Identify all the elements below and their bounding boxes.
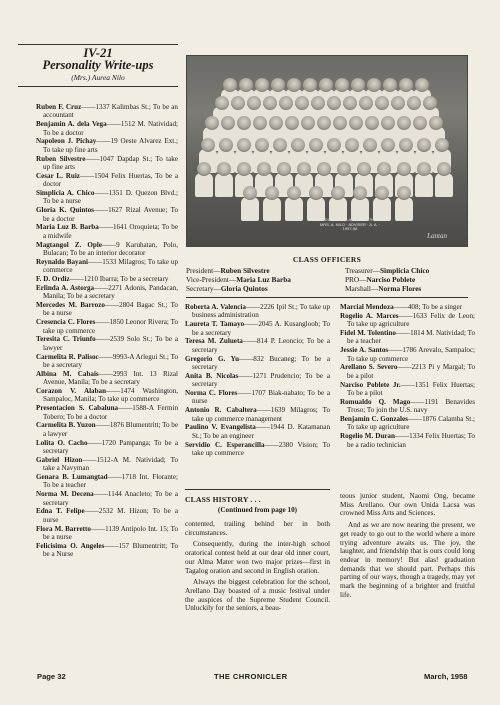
student-figure-head — [277, 162, 291, 176]
student-figure-head — [423, 96, 437, 110]
student-details: ——1633 Felix de Leon; To take up agriculture — [347, 311, 475, 329]
student-name: Edna T. Felipe — [36, 507, 85, 516]
student-figure-head — [383, 78, 397, 92]
student-figure-head — [197, 162, 211, 176]
student-entry — [36, 155, 178, 172]
student-entry — [36, 507, 178, 524]
student-name: Mercedes M. Barrozo — [36, 301, 105, 310]
officer-name: Maria Luz Barba — [236, 275, 291, 284]
student-figure-head — [397, 116, 411, 130]
history-text-right — [340, 492, 475, 602]
student-name: Romualdo Q. Mago — [340, 397, 411, 406]
page-number: Page 32 — [37, 672, 66, 681]
student-figure-head — [217, 162, 231, 176]
student-name: Erlinda A. Astorga — [36, 283, 95, 292]
student-figure-head — [413, 116, 427, 130]
student-details: ——2532 M. Hizon; To be a nurse — [43, 507, 178, 524]
student-details: ——1271 Prudencio; To be a secretary — [192, 371, 330, 389]
officer-name: Simplicia Chico — [380, 266, 430, 275]
student-figure-body — [241, 197, 259, 221]
officer-role: Treasurer— — [345, 266, 380, 275]
student-figure-head — [271, 78, 285, 92]
student-figure-body — [195, 173, 213, 197]
student-details: ——9993-A Arlegui St.; To be a secretary — [43, 352, 179, 370]
student-details: ——1814 M. Natividad; To be a teacher — [347, 329, 475, 346]
student-details: ——1351 Felix Huertas; To be a pilot — [347, 380, 475, 398]
student-figure-head — [221, 116, 235, 130]
student-figure-head — [377, 162, 391, 176]
student-figure-head — [397, 186, 411, 200]
officer-role: Marshall— — [345, 284, 379, 293]
student-figure-head — [287, 78, 301, 92]
student-figure-head — [357, 162, 371, 176]
student-details: ——1512-A M. Natividad; To take a Navyman — [43, 455, 178, 473]
student-figure-head — [237, 138, 251, 152]
student-entry — [36, 103, 178, 120]
student-details: ——408; To be a singer — [393, 303, 462, 311]
officer-line — [186, 275, 336, 284]
continued-note: (Continued from page 10) — [217, 506, 298, 514]
student-figure-head — [375, 96, 389, 110]
student-figure-head — [417, 138, 431, 152]
student-details: ——2271 Adonis, Pandacan, Manila; To be a secretary — [43, 283, 178, 301]
student-details: ——1351 D. Quezon Blvd.; To be a nurse — [43, 189, 178, 206]
student-details: ——1047 Dapdap St.; To take up fine arts — [43, 154, 178, 172]
student-name: Cresencia C. Flores — [36, 318, 96, 327]
student-figure-body — [395, 197, 413, 221]
student-name: Servidio C. Esperancilla — [185, 440, 265, 449]
officer-role: PRO— — [345, 275, 367, 284]
student-figure-head — [297, 162, 311, 176]
student-figure-head — [381, 116, 395, 130]
student-figure-head — [391, 96, 405, 110]
student-name: Fidel M. Tolentino — [340, 329, 396, 337]
student-entry — [36, 404, 178, 421]
student-entry — [36, 275, 178, 283]
student-entry — [340, 303, 475, 311]
student-figure-head — [327, 138, 341, 152]
class-photo-figures — [187, 74, 467, 224]
student-figure-head — [363, 138, 377, 152]
officer-name: Narciso Poblete — [366, 275, 416, 284]
student-details: ——2804 Bagac St.; To be a nurse — [43, 301, 178, 318]
student-name: Flora M. Barretto — [36, 524, 91, 533]
student-figure-head — [295, 96, 309, 110]
class-photo — [186, 55, 468, 247]
student-name: Albina M. Cabais — [36, 369, 99, 378]
student-details: ——2226 Ipil St.; To take up business administration — [192, 303, 330, 320]
publication-name: THE CHRONICLER — [214, 672, 288, 681]
student-figure-body — [435, 173, 453, 197]
student-figure-body — [285, 197, 303, 221]
header-rule-top — [18, 44, 178, 45]
adviser-name: (Mrs.) Aurea Nilo — [71, 73, 125, 82]
student-figure-head — [397, 162, 411, 176]
student-entry — [36, 439, 178, 456]
student-entry — [340, 432, 475, 449]
student-entry — [36, 258, 178, 275]
student-entry — [185, 406, 330, 423]
student-details: ——1639 Milagros; To take up commerce management — [192, 406, 330, 423]
student-figure-head — [309, 138, 323, 152]
student-name: Antonio R. Cabaltera — [185, 406, 257, 415]
student-details: ——1876 Calamba St.; To take up agriculture — [347, 415, 476, 432]
student-figure-head — [333, 116, 347, 130]
student-name: Corazon V. Alaban — [36, 387, 107, 396]
student-details: ——1139 Antipolo Int. 15; To be a nurse — [43, 524, 178, 542]
student-entry — [36, 335, 178, 352]
student-name: Carmelita R. Palisoc — [36, 352, 99, 361]
student-details: ——1786 Arevalo, Sampaloc; To take up commerce — [347, 346, 475, 363]
student-figure-head — [243, 186, 257, 200]
student-details: ——1191 Benavides Troso; To join the U.S. navy — [347, 397, 475, 415]
student-list-middle — [185, 303, 330, 458]
student-figure-head — [399, 138, 413, 152]
student-details: ——2380 Vision; To take up commerce — [192, 440, 330, 458]
student-figure-head — [265, 186, 279, 200]
student-entry — [185, 441, 330, 458]
student-entry — [36, 284, 178, 301]
student-details: ——2045 A. Kusangloob; To be a secretary — [192, 320, 331, 337]
student-details: ——814 P. Leoncio; To be a secretary — [192, 337, 330, 354]
student-figure-head — [263, 96, 277, 110]
student-entry — [36, 206, 178, 223]
student-figure-head — [201, 138, 215, 152]
student-figure-head — [285, 116, 299, 130]
student-entry — [36, 490, 178, 507]
page-title: Personality Write-ups — [42, 58, 154, 72]
student-name: Benjamin A. dela Vega — [36, 120, 107, 129]
student-figure-head — [353, 186, 367, 200]
student-details: ——1876 Blumentritt; To be a lawyer — [43, 421, 179, 438]
officer-line — [345, 275, 475, 284]
student-name: Teresita C. Triunfo — [36, 335, 96, 344]
student-name: Simplicia A. Chico — [36, 189, 95, 198]
student-figure-head — [365, 116, 379, 130]
student-details: ——1707 Biak-nabato; To be a nurse — [192, 389, 330, 406]
history-paragraph: Consequently, during the inter-high school oratorical contest held at our dear old inner court, our Alma Mater won two major prizes—first in Tagalog oration and second in English oration. — [185, 540, 330, 575]
officer-line — [186, 284, 336, 293]
student-name: Jessie A. Santos — [340, 346, 389, 355]
class-history-heading: CLASS HISTORY . . . — [185, 495, 261, 504]
student-figure-head — [291, 138, 305, 152]
student-figure-head — [381, 138, 395, 152]
student-figure-head — [279, 96, 293, 110]
student-figure-head — [257, 162, 271, 176]
student-entry — [185, 372, 330, 389]
student-entry — [36, 189, 178, 206]
student-name: Norma C. Flores — [185, 389, 238, 398]
student-figure-head — [311, 96, 325, 110]
student-entry — [185, 423, 330, 440]
student-entry — [36, 353, 178, 370]
student-name: Lolita O. Cacho — [36, 438, 88, 447]
student-name: Gloria K. Quintos — [36, 206, 94, 215]
student-name: Reynaldo Bayani — [36, 257, 89, 266]
student-name: Laureta T. Tamayo — [185, 320, 245, 329]
student-entry — [340, 346, 475, 363]
student-figure-head — [247, 96, 261, 110]
photo-caption: GRADUATING CLASS—SECTION 21 MRS. A. NILO · ADVISER · A. A. · 1957-58 — [316, 217, 384, 232]
student-details: ——9 Karuhatan, Polo, Bulacan; To be an interior decorator — [43, 240, 178, 258]
officer-name: Gloria Quintos — [220, 284, 268, 293]
student-details: ——1850 Leonor Rivera; To take up commerce — [43, 318, 178, 335]
officers-list-left — [186, 266, 336, 293]
student-figure-head — [349, 116, 363, 130]
student-entry — [340, 381, 475, 398]
officer-role: Vice-President— — [186, 275, 237, 284]
student-figure-head — [255, 78, 269, 92]
student-figure-head — [319, 78, 333, 92]
officer-role: President— — [186, 266, 221, 275]
student-details: ——2539 Solo St.; To be a lawyer — [43, 335, 178, 352]
student-details: ——1641 Oroquieta; To be a midwife — [43, 223, 178, 240]
student-figure-head — [215, 96, 229, 110]
student-name: Carmelita B. Yuzon — [36, 421, 96, 430]
student-figure-body — [215, 173, 233, 197]
student-entry — [185, 389, 330, 406]
history-rule — [185, 489, 330, 490]
student-details: ——1210 Ibarra; To be a secretary — [69, 275, 169, 284]
student-figure-head — [359, 96, 373, 110]
student-name: Arellano S. Severo — [340, 363, 398, 372]
student-figure-head — [335, 78, 349, 92]
student-figure-head — [269, 116, 283, 130]
student-figure-body — [415, 173, 433, 197]
student-figure-head — [301, 116, 315, 130]
student-entry — [36, 137, 178, 154]
student-entry — [36, 318, 178, 335]
student-entry — [340, 363, 475, 380]
student-list-left — [36, 103, 178, 559]
student-figure-body — [263, 197, 281, 221]
officers-list-right — [345, 266, 475, 293]
student-figure-head — [345, 138, 359, 152]
officer-line — [345, 266, 475, 275]
student-details: ——1504 Felix Huertas, To be a doctor — [43, 171, 178, 189]
student-name: Ruben F. Cruz — [36, 103, 82, 111]
student-figure-head — [273, 138, 287, 152]
student-figure-head — [231, 96, 245, 110]
student-figure-head — [327, 96, 341, 110]
issue-date: March, 1958 — [424, 672, 468, 681]
student-figure-head — [255, 138, 269, 152]
student-name: Benjamin C. Gonzales — [340, 415, 408, 424]
student-name: Rogelio M. Duran — [340, 432, 395, 441]
student-figure-head — [219, 138, 233, 152]
student-name: Genara B. Lumangtad — [36, 473, 108, 482]
student-name: Ruben Silvestre — [36, 154, 86, 163]
student-details: ——1337 Kalimbas St.; To be an accountant — [43, 103, 178, 120]
student-name: Felicisima O. Angeles — [36, 541, 105, 550]
officers-rule — [186, 297, 468, 298]
student-figure-head — [417, 162, 431, 176]
student-name: Norma M. Decena — [36, 490, 94, 499]
student-figure-head — [317, 116, 331, 130]
student-entry — [36, 120, 178, 137]
officer-role: Secretary— — [186, 284, 221, 293]
student-name: Maria Luz B. Barba — [36, 223, 99, 232]
student-figure-head — [317, 162, 331, 176]
student-list-right — [340, 303, 475, 449]
student-entry — [340, 312, 475, 329]
history-paragraph: And as we are now nearing the present, we get ready to go out to the world where a more trying adventure awaits us. The joy, the laughter, and friendship that is ours could long endear in memory! But alas! graduation demands that we should part. Perhaps this parting of our ways, though a tragedy, may yet mark the beginning of a brighter and fruitful life. — [340, 521, 475, 599]
student-name: Presentacion S. Cabaluna — [36, 404, 119, 413]
student-details: ——1512 M. Natividad; To be a doctor — [43, 120, 178, 137]
officer-name: Ruben Silvestre — [220, 266, 270, 275]
student-entry — [340, 415, 475, 432]
student-figure-head — [223, 78, 237, 92]
student-entry — [36, 223, 178, 240]
student-figure-head — [399, 78, 413, 92]
student-details: ——1944 D. Katamanan St.; To be an engineer — [192, 423, 330, 440]
student-figure-head — [437, 162, 451, 176]
history-paragraph: contented, trailing behind her in both circumstances. — [185, 520, 330, 537]
student-name: Cesar L. Ruiz — [36, 171, 80, 180]
student-figure-head — [237, 116, 251, 130]
section-code: IV-21 — [83, 46, 113, 60]
student-entry — [36, 301, 178, 318]
student-entry — [185, 355, 330, 372]
student-entry — [36, 370, 178, 387]
student-figure-head — [375, 186, 389, 200]
student-details: ——2993 Int. 13 Rizal Avenue, Manila; To be a secretary — [43, 369, 178, 387]
student-entry — [185, 303, 330, 320]
student-name: Marcial Mendoza — [340, 303, 394, 311]
student-entry — [36, 456, 178, 473]
student-figure-head — [287, 186, 301, 200]
class-officers-title: CLASS OFFICERS — [292, 255, 362, 264]
student-details: ——1533 Milagros; To take up commerce — [43, 257, 178, 275]
photographer-signature: Lantan — [427, 232, 447, 240]
student-name: Napoleon J. Pichay — [36, 137, 97, 146]
student-name: Roberta A. Valencia — [185, 303, 246, 311]
student-details: ——1588-A Fermin Tobero; To be a doctor — [43, 404, 178, 421]
student-details: ——1474 Washington, Sampaloc, Manila; To take up commerce — [43, 387, 179, 404]
officer-line — [345, 284, 475, 293]
student-details: ——2213 Pi y Margal; To be a pilot — [347, 363, 475, 380]
student-name: Teresa M. Zulueta — [185, 337, 243, 346]
header-rule-bottom — [18, 86, 178, 87]
history-text-middle — [185, 520, 330, 616]
student-name: Paulino V. Evangelista — [185, 423, 256, 432]
student-details: ——1144 Anacleto; To be a secretary — [43, 490, 178, 507]
student-figure-head — [367, 78, 381, 92]
student-figure-head — [435, 138, 449, 152]
student-entry — [185, 337, 330, 354]
student-details: ——1718 Int. Florante; To be a teacher — [43, 473, 179, 490]
student-figure-head — [303, 78, 317, 92]
student-name: Narciso Poblete Jr. — [340, 380, 401, 389]
officer-line — [186, 266, 336, 275]
student-entry — [340, 398, 475, 415]
student-entry — [340, 329, 475, 346]
student-figure-head — [309, 186, 323, 200]
student-entry — [36, 387, 178, 404]
student-figure-head — [237, 162, 251, 176]
student-details: ——19 Oeste Alvarez Ext.; To take up fine arts — [43, 137, 179, 154]
student-entry — [36, 172, 178, 189]
student-figure-head — [429, 116, 443, 130]
student-entry — [36, 542, 178, 559]
student-figure-head — [337, 162, 351, 176]
student-details: ——1334 Felix Huertas; To be a radio technician — [347, 432, 475, 449]
student-name: Gregorio G. Yu — [185, 354, 240, 363]
student-figure-head — [351, 78, 365, 92]
history-paragraph: teous junior student, Naomi Ong, became Miss Arellano. Our own Unida Lacsa was crowned Miss Arts and Sciences. — [340, 492, 475, 518]
student-details: ——157 Blumentritt; To be a Nurse — [43, 541, 178, 559]
student-figure-head — [343, 96, 357, 110]
student-figure-head — [415, 78, 429, 92]
student-figure-head — [407, 96, 421, 110]
student-figure-head — [331, 186, 345, 200]
student-entry — [36, 421, 178, 438]
student-figure-head — [253, 116, 267, 130]
student-entry — [36, 473, 178, 490]
student-figure-head — [205, 116, 219, 130]
student-name: Gabriel Hizon — [36, 455, 83, 464]
student-details: ——1627 Rizal Avenue; To be a doctor — [43, 206, 178, 223]
student-entry — [185, 320, 330, 337]
officer-name: Norma Flores — [378, 284, 422, 293]
student-details: ——1720 Pampanga; To be a secretary — [43, 438, 179, 456]
student-details: ——832 Bucaneg; To be a secretary — [192, 354, 330, 372]
student-figure-head — [239, 78, 253, 92]
student-name: Anita B. Nicolas — [185, 371, 239, 380]
student-name: Rogelio A. Marces — [340, 311, 399, 320]
student-entry — [36, 525, 178, 542]
student-name: F. D. Ordiz — [36, 275, 70, 284]
student-entry — [36, 241, 178, 258]
student-name: Magtangol Z. Ople — [36, 240, 102, 249]
history-paragraph: Always the biggest celebration for the school, Arellano Day boasted of a music festival under the auspices of the Supreme Student Council. Unluckily for the seniors, a beau- — [185, 578, 330, 613]
